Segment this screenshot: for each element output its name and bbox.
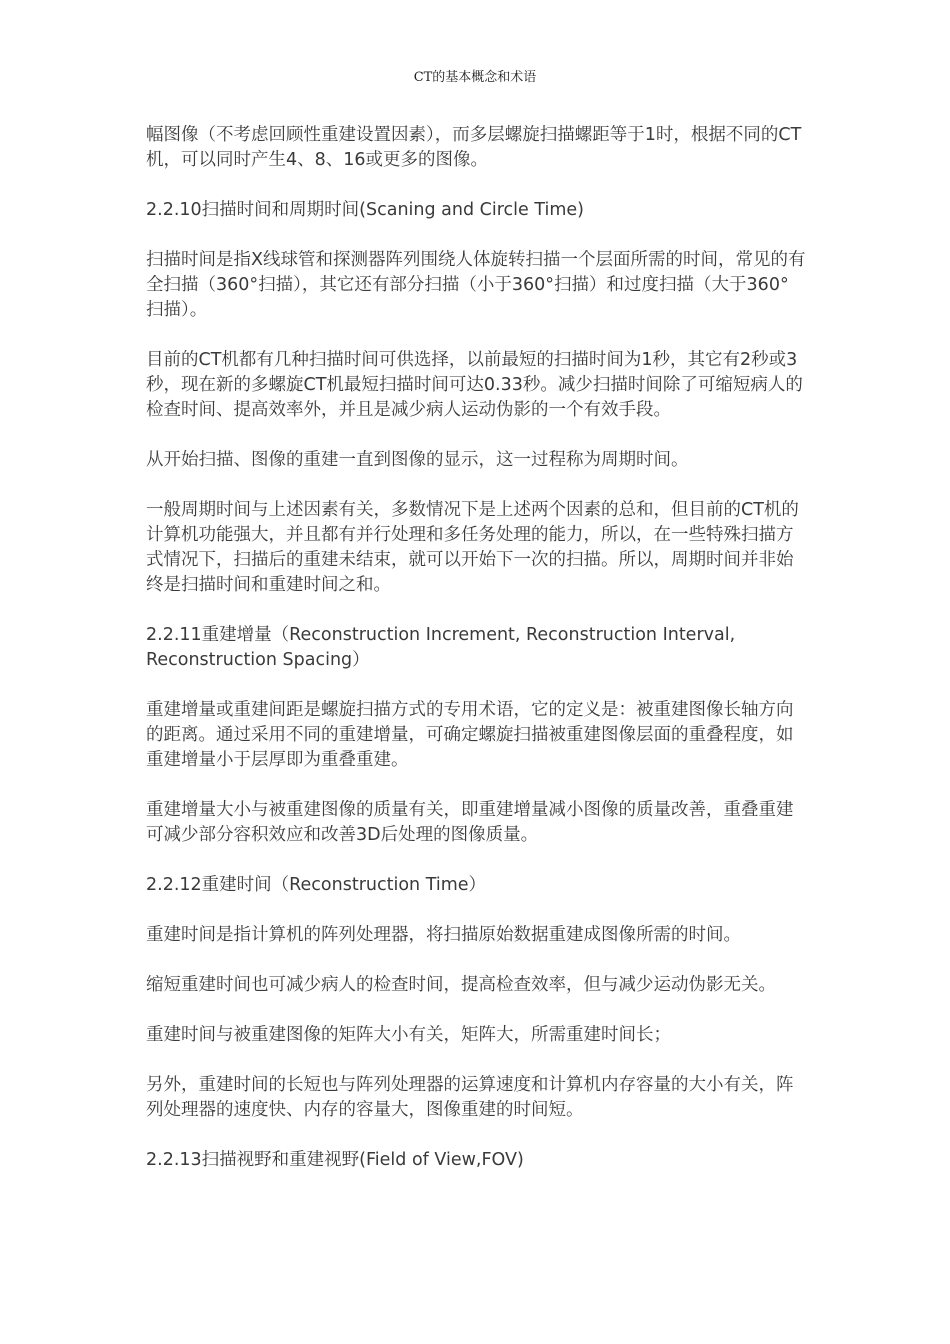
paragraph: 重建时间是指计算机的阵列处理器，将扫描原始数据重建成图像所需的时间。 — [146, 925, 741, 945]
paragraph: 扫描时间是指X线球管和探测器阵列围绕人体旋转扫描一个层面所需的时间，常见的有全扫描（360°扫描），其它还有部分扫描（小于360°扫描）和过度扫描（大于360°扫描）。 — [146, 250, 806, 320]
paragraph: 另外，重建时间的长短也与阵列处理器的运算速度和计算机内存容量的大小有关，阵列处理器的速度快、内存的容量大，图像重建的时间短。 — [146, 1075, 794, 1120]
section-heading: 2.2.11重建增量（Reconstruction Increment, Reconstruction Interval, Reconstruction Spacing） — [146, 625, 736, 670]
paragraph: 重建时间与被重建图像的矩阵大小有关，矩阵大，所需重建时间长； — [146, 1025, 671, 1045]
paragraph: 目前的CT机都有几种扫描时间可供选择，以前最短的扫描时间为1秒，其它有2秒或3秒，现在新的多螺旋CT机最短扫描时间可达0.33秒。减少扫描时间除了可缩短病人的检查时间、提高效率外，并且是减少病人运动伪影的一个有效手段。 — [146, 350, 803, 420]
section-heading: 2.2.13扫描视野和重建视野(Field of View,FOV) — [146, 1150, 524, 1170]
section-heading: 2.2.10扫描时间和周期时间(Scaning and Circle Time) — [146, 200, 585, 220]
paragraph: 重建增量或重建间距是螺旋扫描方式的专用术语，它的定义是：被重建图像长轴方向的距离。通过采用不同的重建增量，可确定螺旋扫描被重建图像层面的重叠程度，如重建增量小于层厚即为重叠重建。 — [146, 700, 794, 770]
paragraph: 一般周期时间与上述因素有关，多数情况下是上述两个因素的总和，但目前的CT机的计算机功能强大，并且都有并行处理和多任务处理的能力，所以，在一些特殊扫描方式情况下，扫描后的重建未结束，就可以开始下一次的扫描。所以，周期时间并非始终是扫描时间和重建时间之和。 — [146, 500, 799, 595]
paragraph: 重建增量大小与被重建图像的质量有关，即重建增量减小图像的质量改善，重叠重建可减少部分容积效应和改善3D后处理的图像质量。 — [146, 800, 794, 845]
running-header: CT的基本概念和术语 — [413, 70, 537, 85]
document-body — [146, 123, 806, 1198]
paragraph: 从开始扫描、图像的重建一直到图像的显示，这一过程称为周期时间。 — [146, 450, 689, 470]
section-heading: 2.2.12重建时间（Reconstruction Time） — [146, 875, 487, 895]
paragraph: 缩短重建时间也可减少病人的检查时间，提高检查效率，但与减少运动伪影无关。 — [146, 975, 776, 995]
paragraph: 幅图像（不考虑回顾性重建设置因素），而多层螺旋扫描螺距等于1时，根据不同的CT机，可以同时产生4、8、16或更多的图像。 — [146, 125, 802, 170]
